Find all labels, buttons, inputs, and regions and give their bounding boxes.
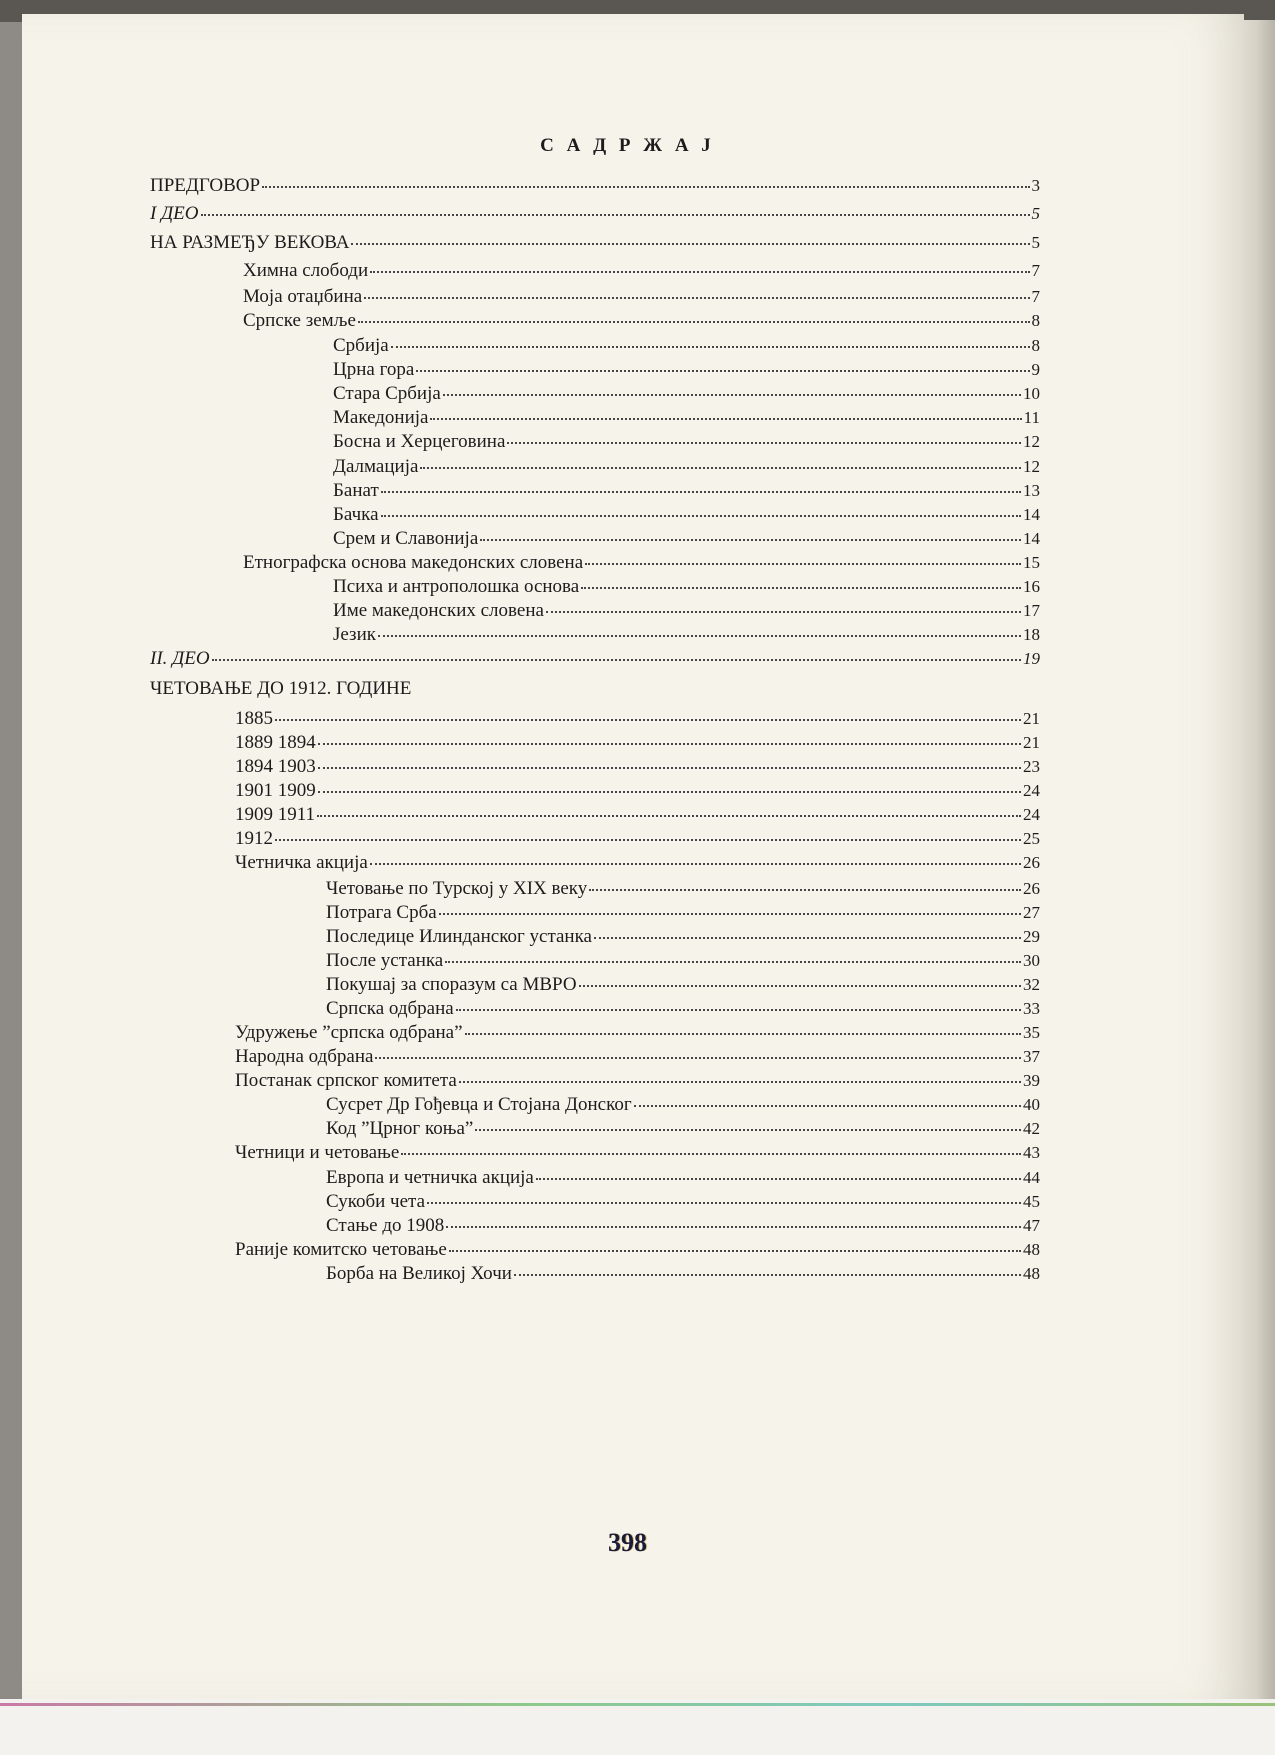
toc-entry [326, 1215, 1040, 1237]
toc-entry-label: Психа и антрополошка основа [333, 576, 580, 597]
dot-leader [449, 1236, 1021, 1252]
toc-entry [243, 310, 1040, 332]
toc-entry [235, 828, 1040, 850]
toc-entry [326, 950, 1040, 972]
toc-entry-label: Народна одбрана [235, 1046, 374, 1067]
toc-entry [235, 804, 1040, 826]
dot-leader [443, 380, 1021, 396]
toc-entry-label: Језик [333, 624, 376, 645]
toc-entry-page: 21 [1023, 733, 1040, 752]
toc-entry-page: 26 [1023, 879, 1040, 898]
toc-entry-label: Име македонских словена [333, 600, 544, 621]
toc-entry [243, 552, 1040, 574]
toc-entry [333, 335, 1040, 357]
toc-entry [243, 286, 1040, 308]
dot-leader [480, 525, 1021, 541]
toc-entry-label: НА РАЗМЕЂУ ВЕКОВА [150, 232, 350, 253]
toc-entry-page: 24 [1023, 781, 1040, 800]
toc-entry-label: 1889 1894 [235, 732, 316, 753]
toc-entry-page: 14 [1023, 529, 1040, 548]
toc-entry [333, 600, 1040, 622]
toc-entry [333, 383, 1040, 405]
toc-entry-page: 11 [1023, 408, 1040, 427]
toc-entry [150, 648, 1040, 670]
toc-entry-label: Моја отаџбина [243, 286, 363, 307]
toc-entry-page: 8 [1031, 311, 1040, 330]
toc-entry [333, 431, 1040, 453]
dot-leader [375, 1043, 1021, 1059]
toc-entry-label: Срем и Славонија [333, 528, 479, 549]
dot-leader [579, 971, 1021, 987]
dot-leader [536, 1164, 1021, 1180]
toc-entry [235, 756, 1040, 778]
dot-leader [546, 597, 1021, 613]
toc-entry-label: Сусрет Др Гођевца и Стојана Донског [326, 1094, 632, 1115]
toc-entry-page: 35 [1023, 1023, 1040, 1042]
toc-entry-label: Српске земље [243, 310, 356, 331]
page-number: 398 [608, 1528, 647, 1557]
toc-entry [235, 780, 1040, 802]
dot-leader [381, 477, 1021, 493]
toc-entry [333, 359, 1040, 381]
toc-entry-page: 27 [1023, 903, 1040, 922]
toc-entry-page: 30 [1023, 951, 1040, 970]
dot-leader [416, 356, 1029, 372]
dot-leader [351, 229, 1029, 245]
toc-entry-label: ПРЕДГОВОР [150, 175, 261, 196]
dot-leader [317, 801, 1021, 817]
toc-entry [333, 456, 1040, 478]
toc-entry-page: 42 [1023, 1119, 1040, 1138]
toc-entry-page: 29 [1023, 927, 1040, 946]
dot-leader [401, 1139, 1021, 1155]
toc-entry-label: Македонија [333, 407, 429, 428]
toc-entry-page: 33 [1023, 999, 1040, 1018]
toc-entry-page: 7 [1031, 287, 1040, 306]
toc-entry-page: 47 [1023, 1216, 1040, 1235]
toc-entry-page: 10 [1023, 384, 1040, 403]
scan-artifact-line [0, 1703, 1275, 1706]
toc-entry [150, 203, 1040, 225]
toc-entry-label: Покушај за споразум са МВРО [326, 974, 577, 995]
toc-entry-label: Последице Илинданског устанка [326, 926, 592, 947]
dot-leader [318, 729, 1021, 745]
toc-entry [326, 878, 1040, 900]
toc-entry-page: 8 [1031, 336, 1040, 355]
toc-entry-label: Четници и четовање [235, 1142, 400, 1163]
toc-entry-page: 48 [1023, 1240, 1040, 1259]
dot-leader [378, 621, 1021, 637]
dot-leader [456, 995, 1021, 1011]
toc-entry-page: 13 [1023, 481, 1040, 500]
toc-entry [326, 1263, 1040, 1285]
dot-leader [358, 307, 1030, 323]
toc-entry-label: Бачка [333, 504, 379, 525]
toc-entry [326, 1191, 1040, 1213]
toc-entry-page: 44 [1023, 1168, 1040, 1187]
toc-entry [333, 407, 1040, 429]
toc-entry-label: Химна слободи [243, 260, 369, 281]
dot-leader [275, 705, 1021, 721]
toc-entry-label: Стање до 1908 [326, 1215, 445, 1236]
toc-entry-label: Четовање по Турској у XIX веку [326, 878, 588, 899]
toc-entry [333, 528, 1040, 550]
dot-leader [459, 1067, 1021, 1083]
toc-entry-label: Удружење ”српска одбрана” [235, 1022, 463, 1043]
toc-entry-label: II. ДЕО [150, 648, 210, 669]
toc-entry [326, 902, 1040, 924]
dot-leader [475, 1115, 1021, 1131]
toc-entry [235, 1142, 1040, 1164]
toc-entry [333, 480, 1040, 502]
toc-entry-page: 5 [1031, 233, 1040, 252]
toc-entry-label: I ДЕО [150, 203, 199, 224]
toc-entry-label: 1912 [235, 828, 273, 849]
toc-entry-page: 21 [1023, 709, 1040, 728]
toc-entry-label: Борба на Великој Хочи [326, 1263, 512, 1284]
toc-entry-label: 1894 1903 [235, 756, 316, 777]
toc-entry-page: 43 [1023, 1143, 1040, 1162]
toc-entry [235, 852, 1040, 874]
toc-entry-page: 16 [1023, 577, 1040, 596]
dot-leader [439, 899, 1021, 915]
dot-leader [262, 172, 1029, 188]
toc-entry [333, 624, 1040, 646]
toc-entry-label: 1909 1911 [235, 804, 316, 825]
toc-entry [326, 998, 1040, 1020]
toc-entry-page: 26 [1023, 853, 1040, 872]
toc-entry-label: 1901 1909 [235, 780, 316, 801]
toc-entry-label: Сукоби чета [326, 1191, 426, 1212]
toc-entry-page: 7 [1031, 261, 1040, 280]
toc-entry [235, 1239, 1040, 1261]
toc-entry-page: 25 [1023, 829, 1040, 848]
toc-entry-label: Раније комитско четовање [235, 1239, 447, 1260]
toc-entry [326, 926, 1040, 948]
toc-entry-page: 37 [1023, 1047, 1040, 1066]
contents-title: С А Д Р Ж А Ј [540, 135, 715, 156]
toc-entry-label: Србија [333, 335, 389, 356]
dot-leader [589, 875, 1021, 891]
dot-leader [581, 573, 1021, 589]
toc-entry [235, 1046, 1040, 1068]
dot-leader [370, 257, 1029, 273]
toc-entry-page: 19 [1023, 649, 1040, 668]
toc-entry-label: ЧЕТОВАЊЕ ДО 1912. ГОДИНЕ [150, 678, 412, 699]
dot-leader [430, 404, 1021, 420]
toc-entry-page: 23 [1023, 757, 1040, 776]
toc-entry-label: Далмација [333, 456, 419, 477]
toc-entry-page: 3 [1031, 176, 1040, 195]
toc-entry [235, 708, 1040, 730]
toc-entry-page: 12 [1023, 432, 1040, 451]
toc-entry-page: 9 [1031, 360, 1040, 379]
toc-entry [326, 974, 1040, 996]
toc-entry [150, 175, 1040, 197]
toc-entry-label: Етнографска основа македонских словена [243, 552, 584, 573]
toc-entry [235, 1022, 1040, 1044]
toc-entry-page: 12 [1023, 457, 1040, 476]
toc-entry-label: Потрага Срба [326, 902, 437, 923]
toc-entry [326, 1118, 1040, 1140]
dot-leader [275, 825, 1021, 841]
toc-entry [326, 1094, 1040, 1116]
scan-background-bottom [0, 1699, 1275, 1755]
toc-entry-label: Босна и Херцеговина [333, 431, 506, 452]
toc-entry-label: Код ”Црног коња” [326, 1118, 474, 1139]
toc-entry-page: 5 [1031, 204, 1040, 223]
toc-entry-page: 17 [1023, 601, 1040, 620]
toc-entry [333, 504, 1040, 526]
toc-entry [333, 576, 1040, 598]
dot-leader [507, 428, 1021, 444]
dot-leader [381, 501, 1021, 517]
dot-leader [420, 453, 1021, 469]
toc-entry-label: Црна гора [333, 359, 415, 380]
toc-entry-page: 48 [1023, 1264, 1040, 1283]
toc-entry [150, 232, 1040, 254]
toc-entry-page: 24 [1023, 805, 1040, 824]
toc-entry [326, 1167, 1040, 1189]
dot-leader [201, 200, 1030, 216]
toc-entry-label: Постанак српског комитета [235, 1070, 457, 1091]
dot-leader [364, 283, 1029, 299]
dot-leader [514, 1260, 1021, 1276]
toc-entry-label: Српска одбрана [326, 998, 454, 1019]
dot-leader [446, 1212, 1021, 1228]
toc-entry-label: Банат [333, 480, 379, 501]
toc-entry-page: 39 [1023, 1071, 1040, 1090]
toc-entry-label: После устанка [326, 950, 444, 971]
toc-entry [150, 678, 1040, 700]
toc-entry [243, 260, 1040, 282]
toc-entry [235, 1070, 1040, 1092]
toc-entry-label: Стара Србија [333, 383, 441, 404]
dot-leader [427, 1188, 1021, 1204]
toc-entry [235, 732, 1040, 754]
dot-leader [585, 549, 1021, 565]
toc-entry-page: 15 [1023, 553, 1040, 572]
dot-leader [413, 677, 1038, 691]
dot-leader [445, 947, 1021, 963]
toc-entry-page: 18 [1023, 625, 1040, 644]
dot-leader [370, 849, 1021, 865]
dot-leader [391, 332, 1030, 348]
toc-entry-page: 45 [1023, 1192, 1040, 1211]
dot-leader [594, 923, 1021, 939]
dot-leader [318, 777, 1021, 793]
toc-entry-label: 1885 [235, 708, 273, 729]
dot-leader [212, 645, 1021, 661]
toc-entry-label: Четничка акција [235, 852, 368, 873]
dot-leader [465, 1019, 1021, 1035]
toc-entry-page: 14 [1023, 505, 1040, 524]
dot-leader [318, 753, 1021, 769]
toc-entry-page: 40 [1023, 1095, 1040, 1114]
toc-entry-page: 32 [1023, 975, 1040, 994]
toc-entry-label: Европа и четничка акција [326, 1167, 534, 1188]
dot-leader [634, 1091, 1021, 1107]
